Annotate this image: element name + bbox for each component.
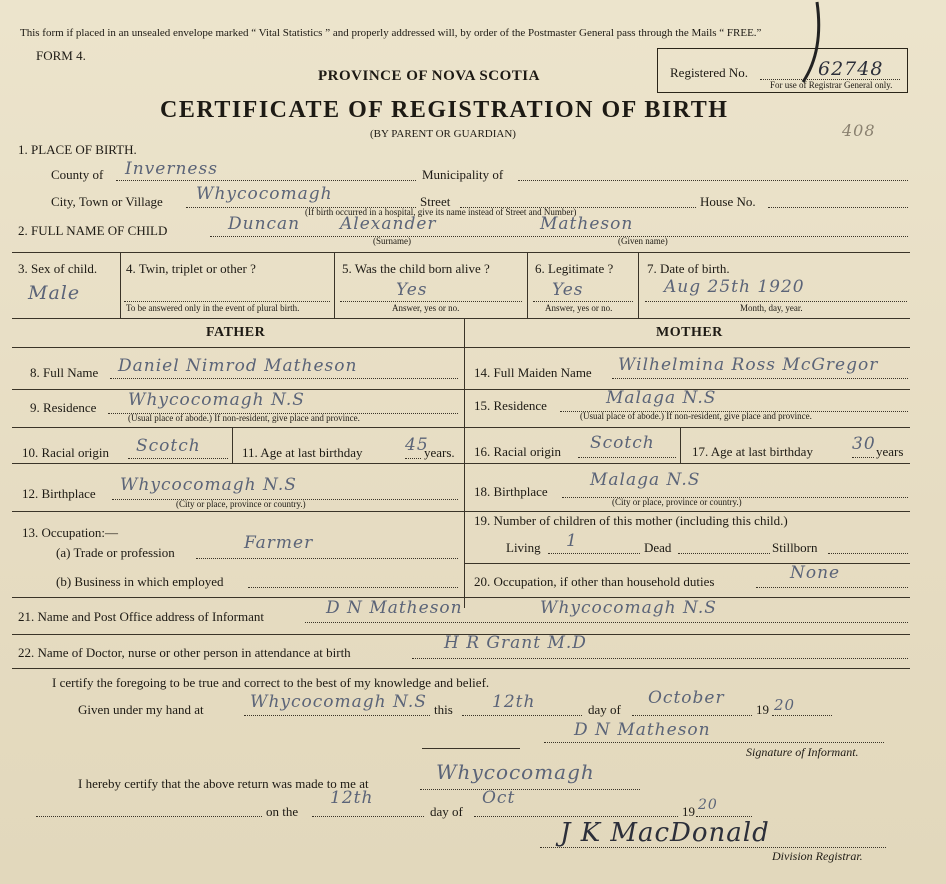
twin-line	[124, 301, 330, 302]
father-residence-label: 9. Residence	[30, 400, 97, 415]
given-place-line	[244, 715, 430, 716]
father-name-value: Daniel Nimrod Matheson	[118, 356, 358, 376]
municipality-label: Municipality of	[422, 167, 504, 182]
father-race-label: 10. Racial origin	[22, 445, 110, 460]
county-value: Inverness	[125, 159, 218, 179]
father-business-line	[248, 587, 458, 588]
county-line	[116, 180, 416, 181]
father-trade-label: (a) Trade or profession	[56, 545, 175, 560]
alive-line	[340, 301, 522, 302]
given-day-line	[462, 715, 582, 716]
surname-caption: (Surname)	[373, 236, 411, 246]
given-year-line	[772, 715, 832, 716]
alive-value: Yes	[396, 280, 428, 300]
informant-name: D N Matheson	[326, 598, 463, 618]
mother-race-label: 16. Racial origin	[474, 444, 562, 459]
given-day-value: 12th	[492, 692, 536, 712]
mother-age-line	[852, 457, 874, 458]
mother-birthplace-value: Malaga N.S	[590, 470, 701, 490]
mother-occupation-line	[756, 587, 908, 588]
date-value: Aug 25th 1920	[664, 277, 805, 297]
dead-line	[678, 553, 770, 554]
father-name-label: 8. Full Name	[30, 365, 99, 380]
row3-bottom-rule	[12, 318, 910, 319]
father-occupation-label: 13. Occupation:—	[22, 525, 119, 540]
registrar-year-line	[696, 816, 752, 817]
given-year-value: 20	[774, 696, 796, 714]
registrar-year-value: 20	[698, 797, 718, 813]
father-age-divider	[232, 427, 233, 463]
certificate-title: CERTIFICATE OF REGISTRATION OF BIRTH	[160, 97, 729, 123]
child-name-label: 2. FULL NAME OF CHILD	[18, 223, 168, 238]
father-age-line	[405, 458, 421, 459]
mother-occupation-label: 20. Occupation, if other than household duties	[474, 574, 715, 589]
street-label: Street	[420, 194, 451, 209]
dead-label: Dead	[644, 540, 672, 555]
doctor-line	[412, 658, 908, 659]
mother-name-label: 14. Full Maiden Name	[474, 365, 592, 380]
mother-residence-note: (Usual place of abode.) If non-resident, give place and province.	[580, 411, 812, 421]
date-label: 7. Date of birth.	[647, 261, 730, 276]
certification-statement: I certify the foregoing to be true and correct to the best of my knowledge and belief.	[52, 675, 490, 690]
father-rule	[12, 427, 464, 428]
registrar-use-note: For use of Registrar General only.	[770, 80, 893, 90]
sex-label: 3. Sex of child.	[18, 261, 98, 276]
mother-occupation-value: None	[790, 563, 841, 583]
informant-signature: D N Matheson	[574, 720, 711, 740]
living-label: Living	[506, 540, 541, 555]
certification-top-rule	[12, 668, 910, 669]
father-rule	[12, 463, 464, 464]
mother-heading: MOTHER	[656, 325, 723, 340]
mother-residence-value: Malaga N.S	[606, 388, 717, 408]
father-birthplace-note: (City or place, province or country.)	[176, 499, 306, 509]
mother-race-value: Scotch	[590, 433, 655, 453]
mother-name-value: Wilhelmina Ross McGregor	[618, 355, 879, 375]
given-month-line	[632, 715, 752, 716]
registered-label: Registered No.	[670, 65, 748, 80]
registrar-signature: J K MacDonald	[560, 818, 770, 848]
child-first-name: Duncan	[228, 214, 301, 234]
place-of-birth-heading: 1. PLACE OF BIRTH.	[18, 142, 137, 157]
given-under-label: Given under my hand at	[78, 702, 204, 717]
given-month-value: October	[648, 688, 725, 708]
legitimate-note: Answer, yes or no.	[545, 303, 613, 313]
informant-signature-caption: Signature of Informant.	[746, 745, 859, 759]
sex-value: Male	[28, 282, 81, 304]
living-line	[548, 553, 640, 554]
legitimate-label: 6. Legitimate ?	[535, 261, 614, 276]
hospital-note: (If birth occurred in a hospital, give its name instead of Street and Number)	[305, 207, 577, 217]
row3-top-rule	[12, 252, 910, 253]
mother-rule	[464, 563, 910, 564]
registrar-signature-line	[540, 847, 886, 848]
house-line	[768, 207, 908, 208]
registrar-dayof-label: day of	[430, 804, 463, 819]
province-heading: PROVINCE OF NOVA SCOTIA	[318, 68, 540, 84]
twin-note: To be answered only in the event of plural birth.	[126, 303, 300, 313]
mother-birthplace-note: (City or place, province or country.)	[612, 497, 742, 507]
child-surname: Matheson	[540, 214, 634, 234]
stillborn-line	[828, 553, 908, 554]
municipality-line	[518, 180, 908, 181]
registrar-day-line	[312, 816, 424, 817]
father-heading: FATHER	[206, 325, 266, 340]
registrar-month-value: Oct	[482, 788, 516, 808]
child-middle-name: Alexander	[340, 214, 437, 234]
father-residence-value: Whycocomagh N.S	[128, 390, 305, 410]
mother-rule	[464, 511, 910, 512]
ink-stroke-mark	[795, 0, 835, 90]
informant-signature-line	[544, 742, 884, 743]
given-name-caption: (Given name)	[618, 236, 668, 246]
father-age-value: 45	[405, 435, 429, 455]
mother-age-unit: years	[876, 444, 904, 459]
parents-heading-rule	[12, 347, 910, 348]
row3-divider	[334, 252, 335, 318]
mother-rule	[464, 427, 910, 428]
father-age-label: 11. Age at last birthday	[242, 445, 363, 460]
informant-label: 21. Name and Post Office address of Informant	[18, 609, 264, 624]
mother-children-label: 19. Number of children of this mother (including this child.)	[474, 513, 788, 528]
registrar-place-value: Whycocomagh	[436, 760, 595, 784]
alive-label: 5. Was the child born alive ?	[342, 261, 490, 276]
father-birthplace-label: 12. Birthplace	[22, 486, 96, 501]
mother-age-label: 17. Age at last birthday	[692, 444, 813, 459]
mother-rule	[464, 463, 910, 464]
postal-notice: This form if placed in an unsealed envelope marked “ Vital Statistics ” and properly addressed will, by order of the Postmaster General pass through the Mails “ FREE.”	[20, 27, 762, 39]
father-name-line	[110, 378, 458, 379]
date-line	[645, 301, 907, 302]
separator-rule	[422, 748, 520, 749]
father-residence-note: (Usual place of abode.) If non-resident, give place and province.	[128, 413, 360, 423]
doctor-value: H R Grant M.D	[444, 633, 587, 653]
registrar-place-line	[420, 789, 640, 790]
year-prefix: 19	[756, 702, 769, 717]
corner-mark: 408	[842, 121, 876, 140]
father-age-unit: years.	[424, 445, 455, 460]
city-value: Whycocomagh	[196, 184, 333, 204]
alive-note: Answer, yes or no.	[392, 303, 460, 313]
registrar-month-line	[474, 816, 678, 817]
city-label: City, Town or Village	[51, 194, 163, 209]
form-number: FORM 4.	[36, 48, 86, 63]
this-label: this	[434, 702, 453, 717]
legitimate-value: Yes	[552, 280, 584, 300]
house-label: House No.	[700, 194, 756, 209]
mother-name-line	[612, 378, 908, 379]
date-note: Month, day, year.	[740, 303, 803, 313]
mother-race-line	[578, 457, 676, 458]
mother-age-value: 30	[852, 434, 876, 454]
mother-residence-label: 15. Residence	[474, 398, 547, 413]
row3-divider	[120, 252, 121, 318]
registrar-statement: I hereby certify that the above return was made to me at	[78, 776, 369, 791]
day-of-label: day of	[588, 702, 621, 717]
informant-line	[305, 622, 908, 623]
twin-label: 4. Twin, triplet or other ?	[126, 261, 256, 276]
given-place-value: Whycocomagh N.S	[250, 692, 427, 712]
registrar-caption: Division Registrar.	[772, 849, 863, 863]
father-business-label: (b) Business in which employed	[56, 574, 224, 589]
on-the-label: on the	[266, 804, 299, 819]
mother-birthplace-label: 18. Birthplace	[474, 484, 548, 499]
father-trade-line	[196, 558, 458, 559]
father-birthplace-value: Whycocomagh N.S	[120, 475, 297, 495]
living-value: 1	[566, 531, 578, 551]
doctor-label: 22. Name of Doctor, nurse or other person in attendance at birth	[18, 645, 351, 660]
child-name-line	[210, 236, 908, 237]
father-race-value: Scotch	[136, 436, 201, 456]
registrar-year-prefix: 19	[682, 804, 695, 819]
father-trade-value: Farmer	[244, 533, 314, 553]
registered-number: 62748	[818, 58, 884, 80]
mother-age-divider	[680, 427, 681, 463]
father-rule	[12, 511, 464, 512]
row3-divider	[527, 252, 528, 318]
legitimate-line	[533, 301, 633, 302]
stillborn-label: Stillborn	[772, 540, 818, 555]
county-label: County of	[51, 167, 104, 182]
registrar-day-value: 12th	[330, 788, 374, 808]
certificate-subtitle: (BY PARENT OR GUARDIAN)	[370, 128, 516, 140]
registrar-left-line	[36, 816, 262, 817]
row3-divider	[638, 252, 639, 318]
informant-address: Whycocomagh N.S	[540, 598, 717, 618]
father-race-line	[128, 458, 228, 459]
